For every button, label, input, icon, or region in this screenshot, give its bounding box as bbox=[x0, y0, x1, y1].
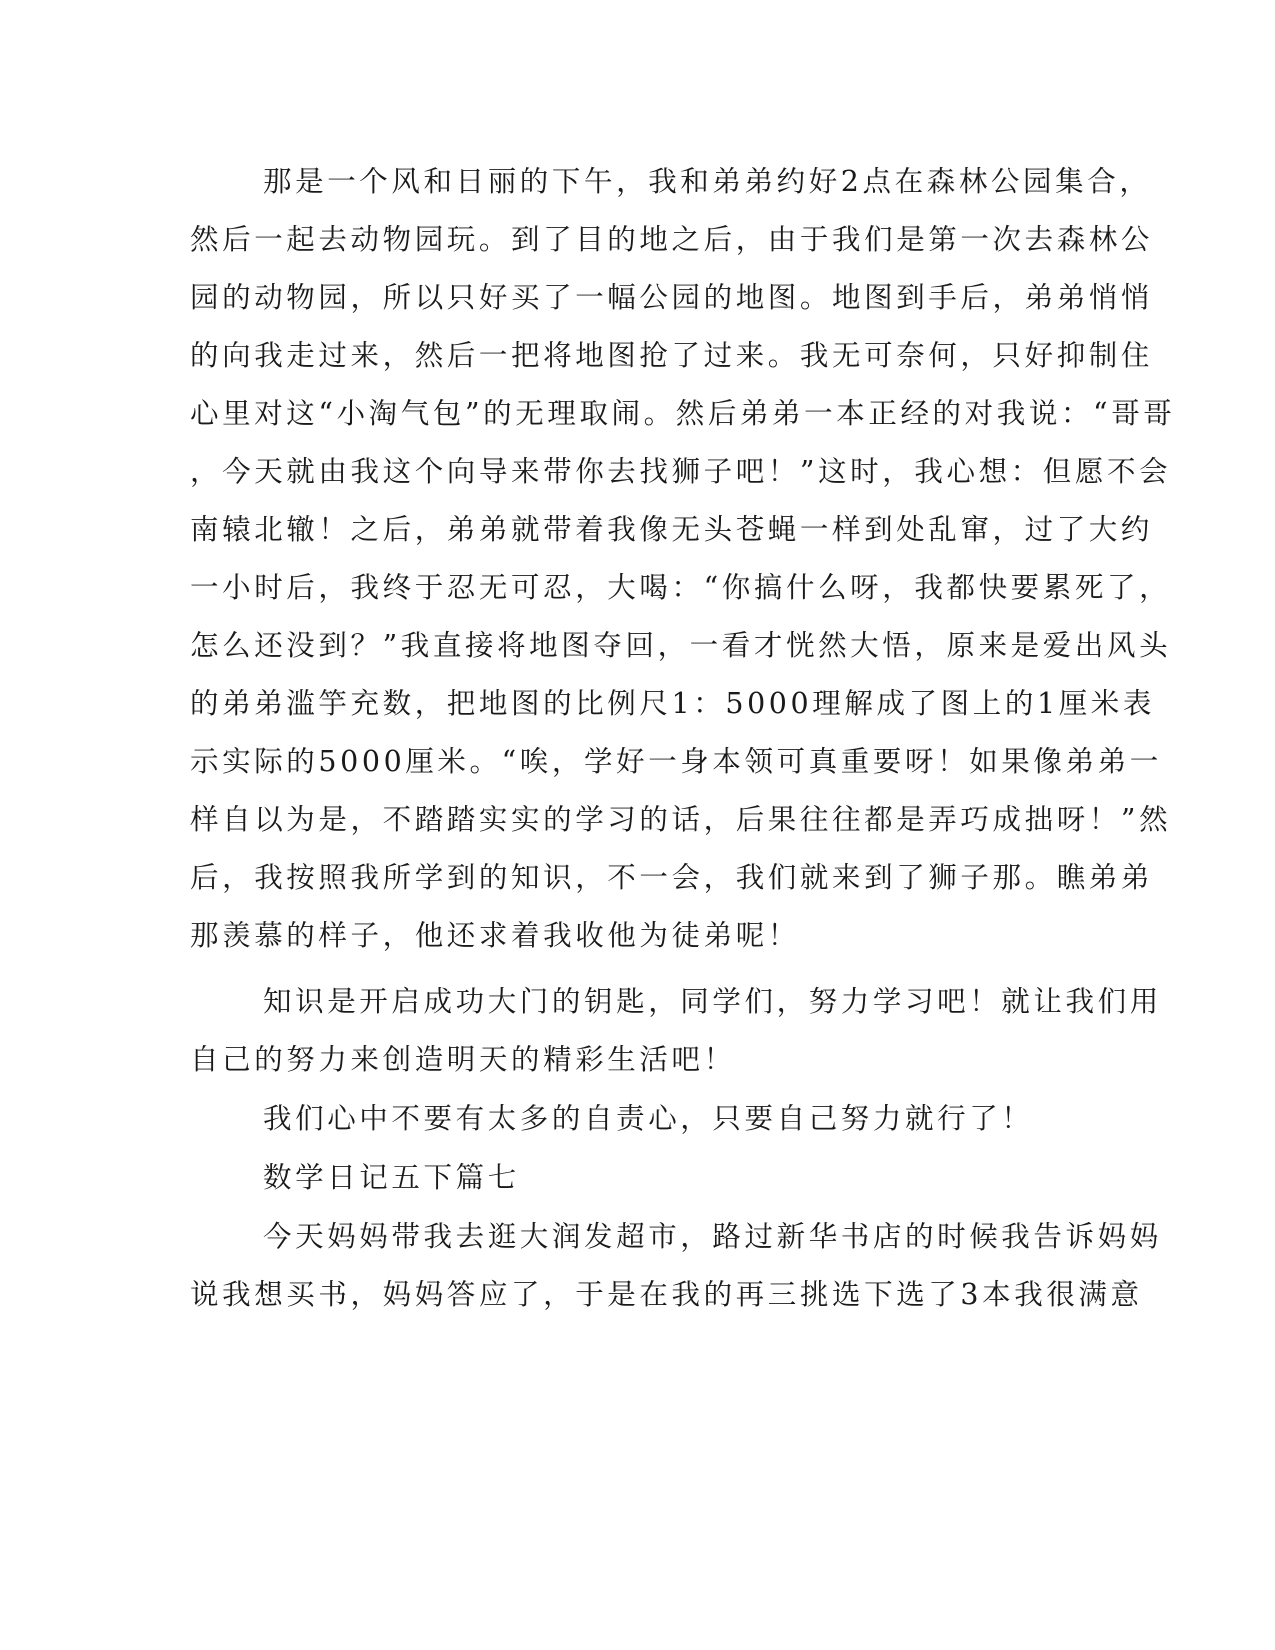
text-line: ，今天就由我这个向导来带你去找狮子吧！”这时，我心想：但愿不会 bbox=[190, 455, 1172, 488]
section-heading: 数学日记五下篇七 bbox=[263, 1161, 520, 1194]
text-line: 的向我走过来，然后一把将地图抢了过来。我无可奈何，只好抑制住 bbox=[190, 339, 1154, 372]
text-line: 怎么还没到？”我直接将地图夺回，一看才恍然大悟，原来是爱出风头 bbox=[190, 629, 1172, 662]
text-line: 自己的努力来创造明天的精彩生活吧！ bbox=[190, 1043, 736, 1076]
text-line: 一小时后，我终于忍无可忍，大喝：“你搞什么呀，我都快要累死了， bbox=[190, 571, 1172, 604]
text-line: 那是一个风和日丽的下午，我和弟弟约好2点在森林公园集合， bbox=[263, 165, 1152, 198]
text-line: 南辕北辙！之后，弟弟就带着我像无头苍蝇一样到处乱窜，过了大约 bbox=[190, 513, 1154, 546]
text-line: 样自以为是，不踏踏实实的学习的话，后果往往都是弄巧成拙呀！”然 bbox=[190, 803, 1172, 836]
text-line: 的弟弟滥竽充数，把地图的比例尺1：5000理解成了图上的1厘米表 bbox=[190, 687, 1155, 720]
text-line: 我们心中不要有太多的自责心，只要自己努力就行了！ bbox=[263, 1102, 1034, 1135]
text-line: 园的动物园，所以只好买了一幅公园的地图。地图到手后，弟弟悄悄 bbox=[190, 281, 1154, 314]
text-line: 后，我按照我所学到的知识，不一会，我们就来到了狮子那。瞧弟弟 bbox=[190, 861, 1154, 894]
text-line: 说我想买书，妈妈答应了，于是在我的再三挑选下选了3本我很满意 bbox=[190, 1278, 1143, 1311]
text-line: 然后一起去动物园玩。到了目的地之后，由于我们是第一次去森林公 bbox=[190, 223, 1154, 256]
text-line: 心里对这“小淘气包”的无理取闹。然后弟弟一本正经的对我说：“哥哥 bbox=[190, 397, 1176, 430]
text-line: 那羡慕的样子，他还求着我收他为徒弟呢！ bbox=[190, 919, 800, 952]
text-line: 示实际的5000厘米。“唉，学好一身本领可真重要呀！如果像弟弟一 bbox=[190, 745, 1162, 778]
text-line: 今天妈妈带我去逛大润发超市，路过新华书店的时候我告诉妈妈 bbox=[263, 1220, 1162, 1253]
text-line: 知识是开启成功大门的钥匙，同学们，努力学习吧！就让我们用 bbox=[263, 985, 1162, 1018]
